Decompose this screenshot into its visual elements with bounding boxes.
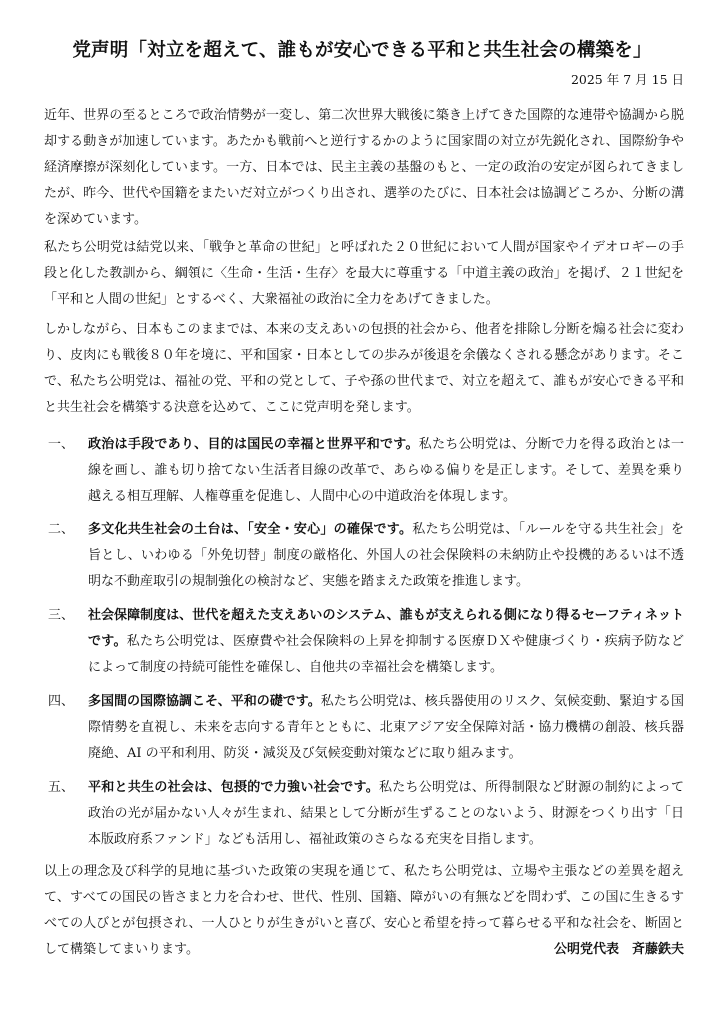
item-lead: 社会保障制度は、世代を超えた支えあいのシステム、誰もが支えられる側になり得るセーフティネットです。 (88, 608, 684, 649)
item-lead: 多国間の国際協調こそ、平和の礎です。 (88, 694, 321, 709)
item-text: 私たち公明党は、医療費や社会保険料の上昇を抑制する医療ＤＸや健康づくり・疾病予防などによって制度の持続可能性を確保し、自他共の幸福社会を構築します。 (88, 634, 684, 675)
item-text: 私たち公明党は、「ルールを守る共生社会」を旨とし、いわゆる「外免切替」制度の厳格化、外国人の社会保険料の未納防止や投機的あるいは不透明な不動産取引の規制強化の検討など、実態を踏まえた政策を推進します。 (88, 522, 684, 589)
item-body (88, 775, 684, 853)
intro-paragraph-2: 私たち公明党は結党以来、「戦争と革命の世紀」と呼ばれた２０世紀において人間が国家やイデオロギーの手段と化した教訓から、綱領に〈生命・生活・生存〉を最大に尊重する「中道主義の政治」を掲げ、２１世紀を「平和と人間の世紀」とするべく、大衆福祉の政治に全力をあげてきました。 (44, 240, 684, 307)
closing-paragraph (44, 859, 684, 963)
item-body (88, 603, 684, 681)
item-body (88, 689, 684, 767)
item-body (88, 432, 684, 510)
item-number: 四、 (48, 694, 75, 709)
item-lead: 政治は手段であり、目的は国民の幸福と世界平和です。 (88, 437, 419, 452)
signature: 公明党代表 斉藤鉄夫 (553, 942, 684, 957)
item-number: 三、 (48, 608, 75, 623)
item-lead: 平和と共生の社会は、包摂的で力強い社会です。 (88, 780, 379, 795)
item-number: 一、 (48, 437, 75, 452)
item-text: 私たち公明党は、所得制限など財源の制約によって政治の光が届かない人々が生まれ、結果として分断が生ずることのないよう、財源をつくり出す「日本版政府系ファンド」なども活用し、福祉政策のさらなる充実を目指します。 (88, 780, 684, 847)
document-title: 党声明「対立を超えて、誰もが安心できる平和と共生社会の構築を」 (72, 40, 652, 61)
intro-paragraph-1: 近年、世界の至るところで政治情勢が一変し、第二次世界大戦後に築き上げてきた国際的な連帯や協調から脱却する動きが加速しています。あたかも戦前へと逆行するかのように国家間の対立が先鋭化され、国際紛争や経済摩擦が深刻化しています。一方、日本では、民主主義の基盤のもと、一定の政治の安定が図られてきましたが、昨今、世代や国籍をまたいだ対立がつくり出され、選挙のたびに、日本社会は協調どころか、分断の溝を深めています。 (44, 108, 684, 227)
document-date: 2025 年 7 月 15 日 (570, 72, 684, 87)
item-number: 二、 (48, 522, 75, 537)
item-lead: 多文化共生社会の土台は、「安全・安心」の確保です。 (88, 522, 413, 537)
item-body (88, 517, 684, 595)
item-text: 私たち公明党は、分断で力を得る政治とは一線を画し、誰も切り捨てない生活者目線の改革で、あらゆる偏りを是正します。そして、差異を乗り越える相互理解、人権尊重を促進し、人間中心の中道政治を体現します。 (88, 437, 684, 504)
closing-text: 以上の理念及び科学的見地に基づいた政策の実現を通じて、私たち公明党は、立場や主張などの差異を超えて、すべての国民の皆さまと力を合わせ、世代、性別、国籍、障がいの有無などを問わず、この国に生きるすべての人びとが包摂され、一人ひとりが生きがいと喜び、安心と希望を持って暮らせる平和な社会を、断固として構築してまいります。 (44, 864, 684, 957)
intro-paragraph-3: しかしながら、日本もこのままでは、本来の支えあいの包摂的社会から、他者を排除し分断を煽る社会に変わり、皮肉にも戦後８０年を境に、平和国家・日本としての歩みが後退を余儀なくされる懸念があります。そこで、私たち公明党は、福祉の党、平和の党として、子や孫の世代まで、対立を超えて、誰もが安心できる平和と共生社会を構築する決意を込めて、ここに党声明を発します。 (44, 322, 684, 415)
item-number: 五、 (48, 780, 75, 795)
item-text: 私たち公明党は、核兵器使用のリスク、気候変動、緊迫する国際情勢を直視し、未来を志向する青年とともに、北東アジア安全保障対話・協力機構の創設、核兵器廃絶、AI の平和利用、防災・減災及び気候変動対策などに取り組みます。 (88, 694, 684, 761)
